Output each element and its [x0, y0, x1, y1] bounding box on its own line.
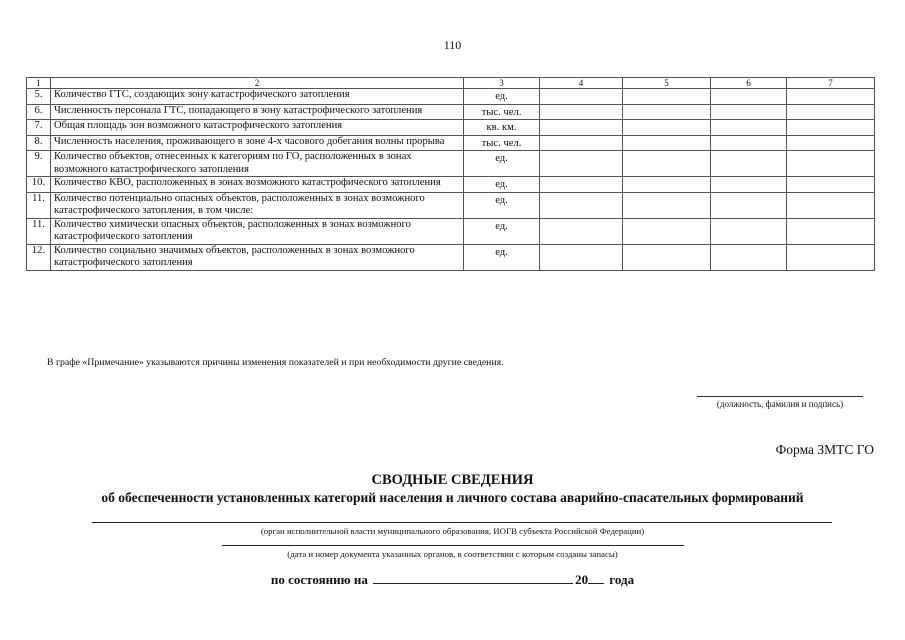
value-cell: [711, 151, 787, 177]
row-unit: ед.: [464, 89, 540, 105]
row-description: Количество химически опасных объектов, расположенных в зонах возможного катастрофического затопления: [51, 218, 464, 244]
value-cell: [540, 218, 623, 244]
row-description: Численность персонала ГТС, попадающего в зону катастрофического затопления: [51, 104, 464, 120]
value-cell: [540, 151, 623, 177]
table-header-row: [27, 78, 875, 89]
table-row: [27, 218, 875, 244]
header-cell: 1: [27, 78, 51, 89]
value-cell: [787, 218, 875, 244]
row-number: 11.: [27, 218, 51, 244]
row-unit: ед.: [464, 244, 540, 270]
header-cell: 4: [540, 78, 623, 89]
indicators-table: [26, 77, 875, 271]
form-identifier: Форма ЗМТС ГО: [775, 442, 874, 457]
row-unit: ед.: [464, 177, 540, 193]
table-row: [27, 244, 875, 270]
row-description: Численность населения, проживающего в зоне 4-х часового добегания волны прорыва: [51, 135, 464, 151]
value-cell: [711, 218, 787, 244]
value-cell: [787, 151, 875, 177]
value-cell: [540, 135, 623, 151]
value-cell: [623, 120, 711, 136]
header-cell: 7: [787, 78, 875, 89]
date-blank: [373, 571, 573, 584]
row-description: Общая площадь зон возможного катастрофического затопления: [51, 120, 464, 136]
value-cell: [787, 120, 875, 136]
organization-field-line: [92, 522, 832, 523]
row-description: Количество социально значимых объектов, расположенных в зонах возможного катастрофического затопления: [51, 244, 464, 270]
signature-line: [697, 396, 863, 397]
value-cell: [540, 192, 623, 218]
as-of-suffix: года: [609, 572, 635, 587]
row-description: Количество КВО, расположенных в зонах возможного катастрофического затопления: [51, 177, 464, 193]
row-number: 7.: [27, 120, 51, 136]
as-of-date-line: [0, 571, 905, 588]
value-cell: [540, 104, 623, 120]
row-number: 9.: [27, 151, 51, 177]
row-unit: тыс. чел.: [464, 104, 540, 120]
document-subtitle: об обеспеченности установленных категорий населения и личного состава аварийно-спасательных формирований: [101, 490, 804, 505]
value-cell: [623, 135, 711, 151]
value-cell: [540, 120, 623, 136]
value-cell: [623, 89, 711, 105]
row-unit: ед.: [464, 218, 540, 244]
value-cell: [623, 151, 711, 177]
value-cell: [540, 177, 623, 193]
row-number: 5.: [27, 89, 51, 105]
row-number: 6.: [27, 104, 51, 120]
row-number: 8.: [27, 135, 51, 151]
table-row: [27, 89, 875, 105]
table-row: [27, 120, 875, 136]
value-cell: [711, 177, 787, 193]
value-cell: [787, 89, 875, 105]
table-row: [27, 104, 875, 120]
value-cell: [623, 104, 711, 120]
row-number: 10.: [27, 177, 51, 193]
header-cell: 6: [711, 78, 787, 89]
document-title: СВОДНЫЕ СВЕДЕНИЯ: [371, 472, 534, 488]
signature-caption: (должность, фамилия и подпись): [716, 399, 844, 409]
note-text: В графе «Примечание» указываются причины изменения показателей и при необходимости другие сведения.: [47, 357, 504, 368]
row-description: Количество объектов, отнесенных к категориям по ГО, расположенных в зонах возможного катастрофического затопления: [51, 151, 464, 177]
value-cell: [623, 218, 711, 244]
table-row: [27, 151, 875, 177]
header-cell: 5: [623, 78, 711, 89]
header-cell: 2: [51, 78, 464, 89]
table-row: [27, 177, 875, 193]
value-cell: [540, 244, 623, 270]
row-unit: ед.: [464, 151, 540, 177]
value-cell: [711, 135, 787, 151]
value-cell: [623, 177, 711, 193]
value-cell: [787, 135, 875, 151]
document-caption: (дата и номер документа указанных органов, в соответствии с которым созданы запасы): [287, 549, 618, 559]
year-blank: [588, 571, 604, 584]
organization-caption: (орган исполнительной власти муниципального образования, ИОГВ субъекта Российской Федерации): [260, 526, 645, 536]
row-unit: тыс. чел.: [464, 135, 540, 151]
row-unit: кв. км.: [464, 120, 540, 136]
as-of-century: 20: [575, 572, 589, 587]
value-cell: [623, 244, 711, 270]
as-of-prefix: по состоянию на: [270, 572, 368, 587]
value-cell: [787, 192, 875, 218]
document-field-line: [222, 545, 684, 546]
row-number: 12.: [27, 244, 51, 270]
page-number: 110: [443, 38, 462, 52]
value-cell: [787, 177, 875, 193]
value-cell: [711, 104, 787, 120]
row-description: Количество потенциально опасных объектов, расположенных в зонах возможного катастрофического затопления, в том числе:: [51, 192, 464, 218]
header-cell: 3: [464, 78, 540, 89]
value-cell: [787, 104, 875, 120]
value-cell: [711, 244, 787, 270]
value-cell: [711, 120, 787, 136]
row-unit: ед.: [464, 192, 540, 218]
value-cell: [623, 192, 711, 218]
value-cell: [540, 89, 623, 105]
value-cell: [787, 244, 875, 270]
value-cell: [711, 192, 787, 218]
table-row: [27, 192, 875, 218]
row-description: Количество ГТС, создающих зону катастрофического затопления: [51, 89, 464, 105]
table-row: [27, 135, 875, 151]
value-cell: [711, 89, 787, 105]
row-number: 11.: [27, 192, 51, 218]
